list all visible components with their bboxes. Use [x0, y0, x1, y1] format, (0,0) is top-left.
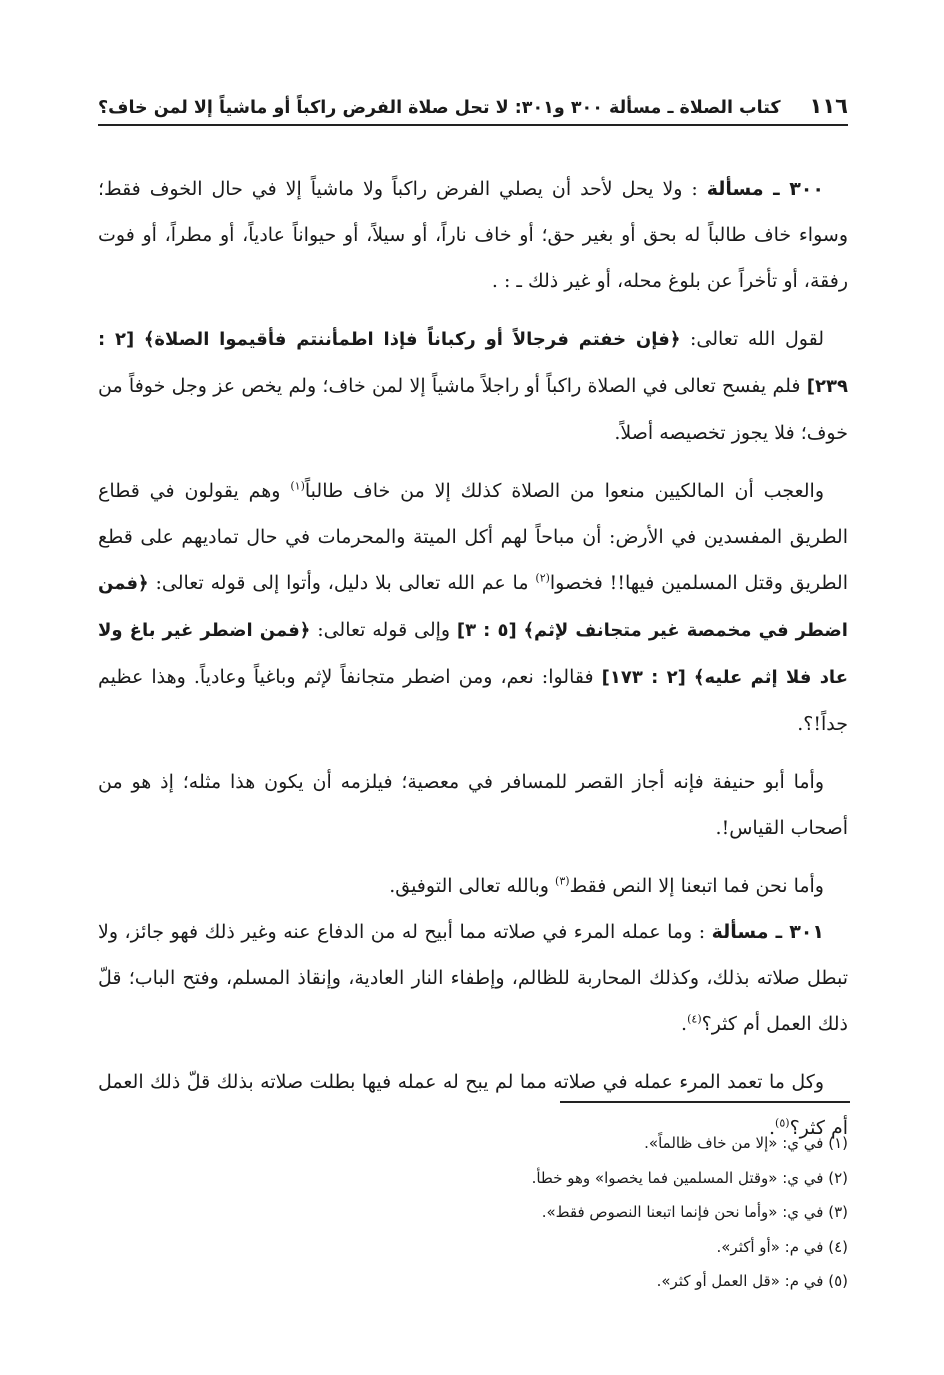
footnote-1: (١) في ي: «إلا من خاف ظالماً».: [644, 1134, 848, 1152]
quran-reference: [٢ : ١٧٣]: [601, 667, 686, 688]
page-header: [98, 80, 848, 126]
quran-verse: ﴿فمن اضطر غير باغ ولا عاد فلا إثم عليه﴾: [98, 620, 848, 688]
quran-verse: ﴿فمن اضطر في مخمصة غير متجانف لإثم﴾: [98, 573, 848, 641]
quran-reference: [٢ : ٢٣٩]: [98, 329, 848, 397]
footnote-ref-4[interactable]: (٤): [687, 1012, 702, 1026]
footnote-3: (٣) في ي: «وأما نحن فإنما اتبعنا النصوص فقط».: [541, 1203, 848, 1221]
footnote-ref-5[interactable]: (٥): [775, 1116, 790, 1130]
footnote-4: (٤) في م: «أو أكثر».: [716, 1237, 848, 1256]
quran-citation-paragraph: [98, 316, 848, 456]
para-2-rest: فلم يفسح تعالى في الصلاة راكباً أو راجلاً ماشياً إلا لمن خاف؛ ولم يخص عز وجل خوفاً من خوف؛ فلا يجوز تخصيصه أصلاً.: [98, 375, 848, 444]
footnote-ref-1[interactable]: (١): [290, 479, 305, 493]
malikis-paragraph: [98, 468, 848, 747]
footnote-ref-2[interactable]: (٢): [535, 571, 550, 585]
para-3-part4: وإلى قوله تعالى:: [317, 619, 451, 641]
issue-300-paragraph: [98, 166, 848, 304]
quran-verse: ﴿فإن خفتم فرجالاً أو ركباناً فإذا اطمأننتم فأقيموا الصلاة﴾: [143, 329, 681, 350]
para-7-text: وكل ما تعمد المرء عمله في صلاته مما لم يبح له عمله فيها بطلت صلاته بذلك قلّ ذلك العمل أم كثر؟: [98, 1071, 848, 1139]
footnote-5: (٥) في م: «قل العمل أو كثر».: [656, 1272, 848, 1290]
para-3-part3: ما عم الله تعالى بلا دليل، وأتوا إلى قوله تعالى:: [155, 572, 529, 594]
footnote-2: (٢) في ي: «وقتل المسلمين فما يخصوا» وهو خطأ.: [531, 1168, 848, 1187]
main-text: [98, 166, 848, 1163]
issue-300-number: ٣٠٠ ـ مسألة: [706, 178, 824, 200]
footnotes: [98, 1126, 848, 1299]
abu-hanifa-paragraph: [98, 759, 848, 851]
footnote-ref-3[interactable]: (٣): [555, 874, 570, 888]
para-5-part2: وبالله تعالى التوفيق.: [389, 875, 549, 897]
page-number: ١١٦: [809, 94, 848, 118]
para-7-end: .: [769, 1117, 776, 1139]
issue-301-text: : وما عمله المرء في صلاته مما أبيح له من الدفاع عنه وغير ذلك فهو جائز، ولا تبطل صلاته بذلك، وكذلك المحاربة للظالم، وإطفاء النار العادية، وإنقاذ المسلم، وفتح الباب؛ قلّ ذلك العمل أم كثر؟: [98, 921, 848, 1035]
quran-reference: [٥ : ٣]: [456, 620, 517, 641]
issue-300-text: : ولا يحل لأحد أن يصلي الفرض راكباً ولا ماشياً إلا في حال الخوف فقط؛ وسواء خاف طالباً له بحق أو بغير حق؛ أو خاف ناراً، أو سيلاً، أو حيواناً عادياً، أو مطراً، أو فوت رفقة، أو تأخراً عن بلوغ محله، أو غير ذلك ـ : .: [98, 178, 848, 292]
para-3-part5: فقالوا: نعم، ومن اضطر متجانفاً لإثم وباغياً وعادياً. وهذا عظيم جداً!؟.: [98, 666, 848, 735]
para-5-part1: وأما نحن فما اتبعنا إلا النص فقط: [569, 875, 824, 897]
para-3-part1: والعجب أن المالكيين منعوا من الصلاة كذلك إلا من خاف طالباً: [304, 480, 825, 502]
para-4-text: وأما أبو حنيفة فإنه أجاز القصر للمسافر في معصية؛ فيلزمه أن يكون هذا مثله؛ إذ هو من أصحاب القياس!.: [98, 771, 848, 839]
running-title: كتاب الصلاة ـ مسألة ٣٠٠ و٣٠١: لا تحل صلاة الفرض راكباً أو ماشياً إلا لمن خاف؟: [98, 98, 781, 118]
conclusion-paragraph: [98, 863, 848, 909]
issue-301-paragraph: [98, 909, 848, 1047]
para-2-intro: لقول الله تعالى:: [689, 328, 824, 350]
para-3-part2: وهم يقولون في قطاع الطريق المفسدين في الأرض: أن مباحاً لهم أكل الميتة والمحرمات في حال تماديهم على قطع الطريق وقتل المسلمين فيها!! فخصوا: [98, 480, 848, 594]
issue-301-number: ٣٠١ ـ مسألة: [711, 921, 824, 943]
footnote-divider: [560, 1101, 850, 1103]
issue-301-end: .: [681, 1013, 688, 1035]
